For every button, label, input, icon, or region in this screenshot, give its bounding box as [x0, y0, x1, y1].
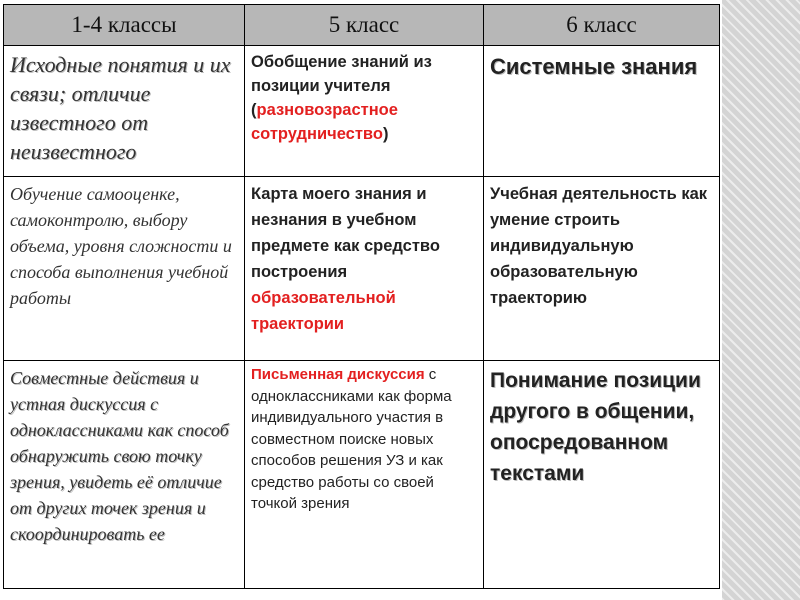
cell-row1-grade-6: Системные знания — [484, 46, 720, 177]
cell-row1-grades-1-4: Исходные понятия и их связи; отличие известного от неизвестного — [4, 46, 245, 177]
highlight-text: разновозрастное сотрудничество — [251, 101, 398, 143]
cell-row2-grades-1-4: Обучение самооценке, самоконтролю, выбору объема, уровня сложности и способа выполнения учебной работы — [4, 177, 245, 361]
cell-text: с одноклассниками как форма индивидуального участия в совместном поиске новых способов решения УЗ и как средство работы со своей точкой зрения — [251, 366, 452, 512]
highlight-text: образовательной траектории — [251, 289, 396, 333]
cell-row2-grade-5 — [245, 177, 484, 361]
cell-text: Обобщение знаний из позиции учителя — [251, 53, 432, 95]
decorative-stripe — [722, 0, 800, 600]
table-row — [4, 46, 720, 177]
paren-close: ) — [382, 125, 389, 143]
table-row — [4, 177, 720, 361]
header-grade-6: 6 класс — [484, 5, 720, 46]
table-row — [4, 361, 720, 589]
header-grade-5: 5 класс — [245, 5, 484, 46]
paren-open: ( — [251, 101, 257, 119]
cell-row2-grade-6: Учебная деятельность как умение строить индивидуальную образовательную траекторию — [484, 177, 720, 361]
header-row — [4, 5, 720, 46]
comparison-table — [3, 4, 720, 589]
cell-row3-grades-1-4: Совместные действия и устная дискуссия с одноклассниками как способ обнаружить свою точку зрения, увидеть её отличие от других точек зрения и скоординировать ее — [4, 361, 245, 589]
cell-text: Карта моего знания и незнания в учебном предмете как средство построения — [251, 185, 440, 281]
header-grades-1-4: 1-4 классы — [4, 5, 245, 46]
cell-row3-grade-6: Понимание позиции другого в общении, опосредованном текстами — [484, 361, 720, 589]
cell-row1-grade-5 — [245, 46, 484, 177]
highlight-text: Письменная дискуссия — [251, 366, 425, 383]
cell-row3-grade-5 — [245, 361, 484, 589]
